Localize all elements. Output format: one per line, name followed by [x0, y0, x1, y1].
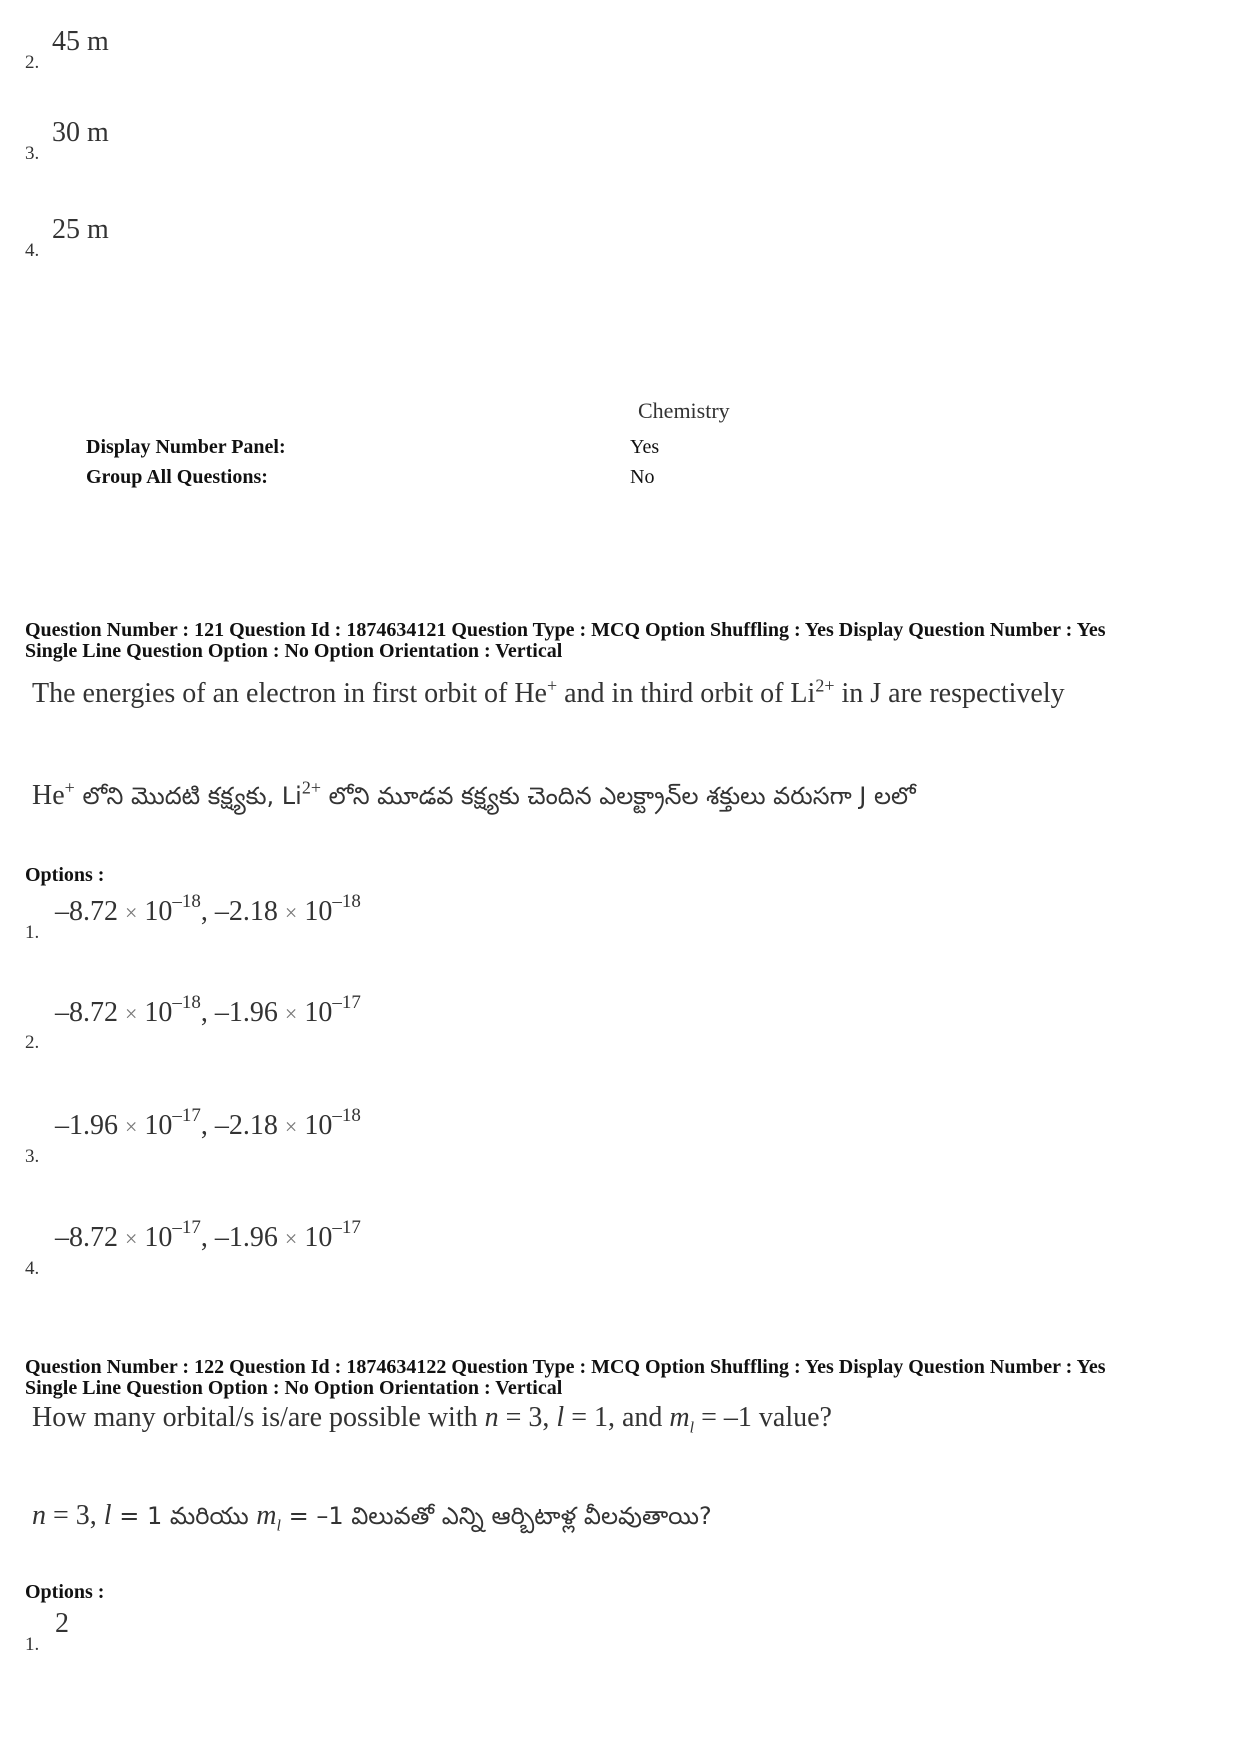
q121-option-1-m2: –2.18 — [214, 896, 278, 927]
q121-option-4-m1: –8.72 — [55, 1222, 118, 1253]
ten: 10 — [144, 896, 173, 927]
q121-option-2-e2: –17 — [332, 991, 361, 1013]
q121-options-label: Options : — [25, 864, 105, 886]
prev-option-3-number: 3. — [25, 143, 40, 164]
q122-en-a: How many orbital/s is/are possible with — [32, 1402, 485, 1433]
prev-option-3-text: 30 m — [52, 117, 109, 148]
q122-en-n: n — [484, 1402, 499, 1433]
display-number-panel-value: Yes — [630, 436, 660, 458]
q122-te-b: = 1 మరియు — [111, 1502, 257, 1530]
q121-option-3-m2: –2.18 — [214, 1110, 278, 1141]
q122-te-c: = –1 విలువతో ఎన్ని ఆర్బిటాళ్ల వీలవుతాయి? — [280, 1502, 712, 1530]
ten: 10 — [144, 997, 173, 1028]
q122-en-msub: l — [689, 1419, 695, 1437]
q121-te-c: లోని మూడవ కక్ష్యకు చెందిన ఎలక్ట్రాన్‌ల శక్తులు వరుసగా J లలో — [320, 782, 916, 810]
q122-te-a: = 3, — [46, 1500, 104, 1531]
q121-en-sup2: 2+ — [815, 675, 835, 696]
q121-en-a: The energies of an electron in first orbit of He — [32, 678, 547, 709]
q122-en-c: = 1, and — [564, 1402, 670, 1433]
q121-option-3-e2: –18 — [332, 1104, 361, 1126]
comma: , — [200, 997, 208, 1028]
times-sign: × — [284, 1226, 298, 1251]
ten: 10 — [304, 1222, 333, 1253]
q121-option-2-number: 2. — [25, 1032, 40, 1053]
q121-te-sup1: + — [64, 777, 75, 798]
q121-option-4 — [55, 1216, 361, 1254]
comma: , — [200, 1222, 208, 1253]
q122-te-msub: l — [276, 1517, 281, 1535]
q122-te-n: n — [32, 1500, 46, 1531]
q121-option-1-m1: –8.72 — [55, 896, 118, 927]
q122-header-line1: Question Number : 122 Question Id : 1874634122 Question Type : MCQ Option Shuffling : Yes Display Question Number : Yes — [25, 1356, 1106, 1378]
q122-en-m: m — [669, 1402, 690, 1433]
ten: 10 — [304, 896, 333, 927]
q122-question-telugu — [32, 1500, 712, 1536]
ten: 10 — [304, 1110, 333, 1141]
times-sign: × — [125, 1114, 138, 1139]
q122-question-english — [32, 1402, 832, 1437]
times-sign: × — [284, 1114, 298, 1139]
ten: 10 — [144, 1110, 173, 1141]
q122-option-1-text: 2 — [55, 1608, 69, 1639]
display-number-panel-label: Display Number Panel: — [86, 436, 286, 458]
comma: , — [200, 896, 208, 927]
q121-option-3-number: 3. — [25, 1146, 40, 1167]
comma: , — [200, 1110, 208, 1141]
q122-options-label: Options : — [25, 1581, 105, 1603]
ten: 10 — [144, 1222, 173, 1253]
q122-option-1-number: 1. — [25, 1634, 40, 1655]
ten: 10 — [304, 997, 333, 1028]
q121-option-2-m2: –1.96 — [214, 997, 278, 1028]
q121-question-telugu — [32, 777, 916, 816]
q121-option-3 — [55, 1104, 361, 1142]
prev-option-2-number: 2. — [25, 52, 40, 73]
q121-option-4-e2: –17 — [332, 1216, 361, 1238]
q121-option-4-e1: –17 — [172, 1216, 201, 1238]
q121-header-line1: Question Number : 121 Question Id : 1874634121 Question Type : MCQ Option Shuffling : Yes Display Question Number : Yes — [25, 619, 1106, 641]
q122-header-line2: Single Line Question Option : No Option Orientation : Vertical — [25, 1377, 563, 1399]
q121-option-3-e1: –17 — [172, 1104, 201, 1126]
times-sign: × — [284, 900, 298, 925]
group-all-questions-value: No — [630, 466, 655, 488]
q121-option-1 — [55, 890, 361, 928]
q122-te-m: m — [256, 1500, 277, 1531]
q121-option-2-m1: –8.72 — [55, 997, 118, 1028]
q121-en-sup1: + — [546, 675, 558, 696]
section-title: Chemistry — [638, 398, 730, 423]
times-sign: × — [125, 900, 138, 925]
q121-te-sup2: 2+ — [301, 777, 321, 798]
q121-option-2 — [55, 991, 361, 1029]
q121-option-2-e1: –18 — [172, 991, 201, 1013]
q121-option-1-e1: –18 — [172, 890, 201, 912]
q121-te-a: He — [32, 780, 65, 811]
q122-te-l: l — [103, 1500, 112, 1531]
q121-option-1-e2: –18 — [332, 890, 361, 912]
q121-header-line2: Single Line Question Option : No Option Orientation : Vertical — [25, 640, 563, 662]
q121-en-c: in J are respectively — [834, 678, 1065, 709]
prev-option-4-number: 4. — [25, 240, 40, 261]
q121-option-1-number: 1. — [25, 922, 40, 943]
q121-option-3-m1: –1.96 — [55, 1110, 118, 1141]
q121-te-b: లోని మొదటి కక్ష్యకు, Li — [74, 782, 302, 810]
q122-en-b: = 3, — [498, 1402, 557, 1433]
q121-option-4-number: 4. — [25, 1258, 40, 1279]
prev-option-4-text: 25 m — [52, 214, 109, 245]
q121-question-english — [32, 675, 1065, 710]
q121-en-b: and in third orbit of Li — [557, 678, 816, 709]
group-all-questions-label: Group All Questions: — [86, 466, 268, 488]
times-sign: × — [284, 1001, 298, 1026]
q121-option-4-m2: –1.96 — [214, 1222, 278, 1253]
q122-en-d: = –1 value? — [694, 1402, 832, 1433]
times-sign: × — [125, 1001, 138, 1026]
prev-option-2-text: 45 m — [52, 26, 109, 57]
q122-en-l: l — [556, 1402, 565, 1433]
times-sign: × — [125, 1226, 138, 1251]
